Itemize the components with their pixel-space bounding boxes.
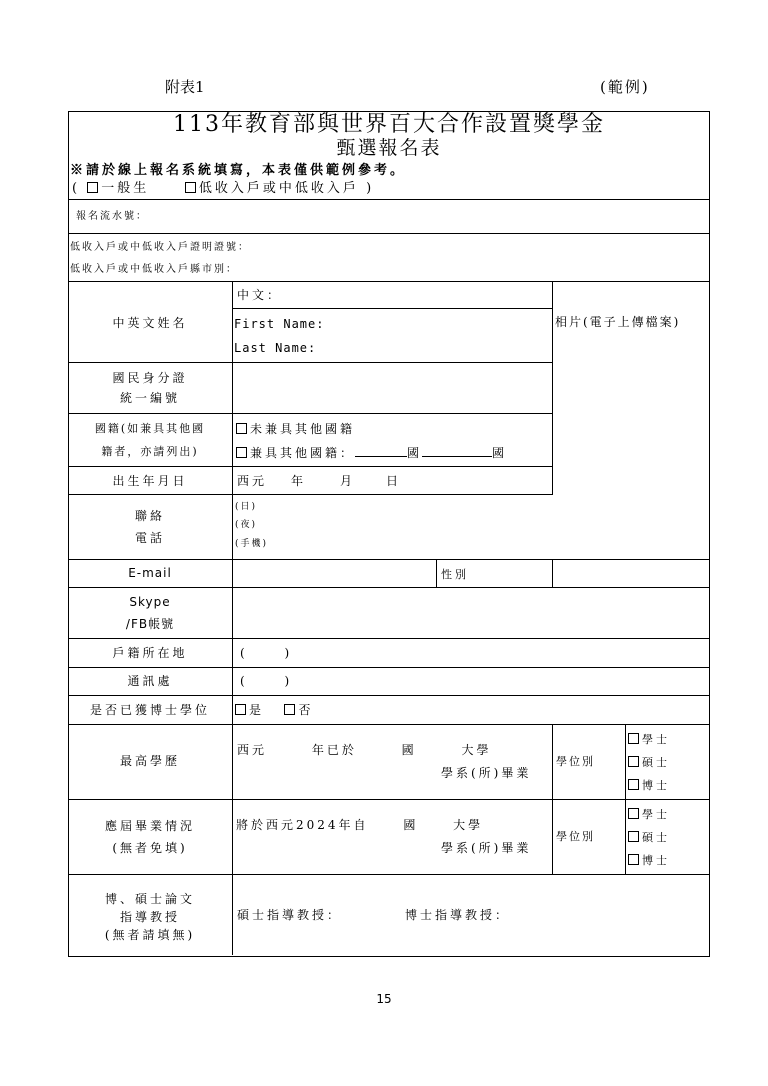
id-label-1: 國民身分證 — [112, 371, 188, 385]
household-value: ( ) — [240, 646, 293, 660]
phd-no-label: 否 — [298, 703, 314, 717]
edu-label: 最高學歷 — [119, 754, 180, 768]
grad-doctor-row — [628, 854, 670, 866]
gender-label: 性別 — [441, 568, 469, 581]
phd-options — [235, 704, 313, 716]
grad-master-checkbox[interactable] — [628, 831, 639, 842]
birth-day: 日 — [386, 474, 402, 488]
nation-single-label: 未兼具其他國籍 — [250, 422, 356, 436]
category-lowincome-checkbox[interactable] — [185, 182, 196, 193]
name-cn-label: 中文： — [237, 288, 283, 302]
grad-line2: 學系(所)畢業 — [441, 841, 532, 855]
grad-doctor-label: 博士 — [642, 854, 670, 867]
id-label-2: 統一編號 — [119, 391, 180, 405]
grad-bachelor-row — [628, 808, 670, 820]
nation-opt1-row — [236, 423, 355, 435]
first-name-label: First Name: — [234, 317, 325, 331]
serial-label: 報名流水號： — [76, 211, 148, 222]
nation-label-2: 籍者，亦請列出) — [101, 445, 199, 458]
photo-label: 相片(電子上傳檔案) — [555, 315, 681, 329]
nation-unit-1: 國 — [407, 446, 423, 460]
contact-label-2: 電話 — [134, 531, 165, 545]
edu-doctor-row — [628, 779, 670, 791]
grad-degree-label: 學位別 — [556, 830, 595, 843]
annex-label: 附表1 — [165, 78, 205, 96]
page-number: 15 — [376, 992, 392, 1006]
advisor-label-1: 博、碩士論文 — [104, 892, 195, 906]
birth-year: 年 — [291, 474, 307, 488]
edu-degree-label: 學位別 — [556, 755, 595, 768]
phone-night-label: (夜) — [235, 520, 258, 530]
category-open: ( — [72, 181, 81, 196]
grad-bachelor-label: 學士 — [642, 808, 670, 821]
category-close: ) — [366, 181, 375, 196]
skype-label-2: /FB帳號 — [125, 617, 175, 631]
nation-multi-checkbox[interactable] — [236, 447, 247, 458]
contact-label-1: 聯絡 — [134, 509, 165, 523]
nation-unit-2: 國 — [492, 446, 508, 460]
household-label: 戶籍所在地 — [112, 646, 188, 660]
nation-opt2-row — [236, 446, 507, 459]
edu-bachelor-row — [628, 733, 670, 745]
mail-label: 通訊處 — [127, 674, 173, 688]
birth-label: 出生年月日 — [112, 474, 188, 488]
sample-label: (範例) — [600, 78, 650, 96]
grad-line1: 將於西元2024年自 國 大學 — [236, 818, 484, 832]
edu-doctor-checkbox[interactable] — [628, 779, 639, 790]
edu-bachelor-label: 學士 — [642, 733, 670, 746]
form-title: 113年教育部與世界百大合作設置獎學金 — [173, 112, 605, 137]
edu-line2: 學系(所)畢業 — [441, 766, 532, 780]
birth-era: 西元 — [237, 474, 268, 488]
form-subtitle: 甄選報名表 — [336, 137, 442, 159]
phone-day-label: (日) — [235, 502, 258, 512]
grad-master-label: 碩士 — [642, 831, 670, 844]
advisor-label-2: 指導教授 — [119, 910, 180, 924]
nation-blank-2[interactable] — [422, 446, 492, 457]
advisor-master-label: 碩士指導教授： — [237, 908, 343, 922]
advisor-phd-label: 博士指導教授： — [405, 908, 511, 922]
phd-label: 是否已獲博士學位 — [89, 703, 210, 717]
grad-master-row — [628, 831, 670, 843]
phd-no-checkbox[interactable] — [284, 704, 295, 715]
notice-text: ※請於線上報名系統填寫，本表僅供範例參考。 — [70, 163, 407, 178]
grad-label-2: (無者免填) — [112, 841, 188, 855]
category-general-checkbox[interactable] — [87, 182, 98, 193]
birth-month: 月 — [340, 474, 356, 488]
nation-single-checkbox[interactable] — [236, 423, 247, 434]
grad-doctor-checkbox[interactable] — [628, 854, 639, 865]
nation-multi-label: 兼具其他國籍： — [250, 446, 356, 460]
phd-yes-label: 是 — [249, 703, 265, 717]
category-general-label: 一般生 — [101, 181, 150, 196]
edu-master-checkbox[interactable] — [628, 756, 639, 767]
edu-doctor-label: 博士 — [642, 779, 670, 792]
lowincome-cert-label: 低收入戶或中低收入戶證明證號： — [70, 242, 250, 253]
grad-bachelor-checkbox[interactable] — [628, 808, 639, 819]
edu-line1: 西元 年已於 國 大學 — [237, 743, 492, 757]
edu-bachelor-checkbox[interactable] — [628, 733, 639, 744]
mail-value: ( ) — [240, 674, 293, 688]
category-row — [72, 182, 374, 195]
category-lowincome-label: 低收入戶或中低收入戶 — [198, 181, 359, 196]
nation-blank-1[interactable] — [355, 446, 407, 457]
nation-label-1: 國籍(如兼具其他國 — [94, 422, 206, 435]
name-label: 中英文姓名 — [112, 316, 188, 330]
edu-master-label: 碩士 — [642, 756, 670, 769]
skype-label-1: Skype — [129, 595, 171, 609]
lowincome-county-label: 低收入戶或中低收入戶縣市別： — [70, 264, 238, 275]
phone-mobile-label: (手機) — [235, 539, 269, 549]
last-name-label: Last Name: — [234, 341, 317, 355]
grad-label-1: 應屆畢業情況 — [104, 819, 195, 833]
edu-master-row — [628, 756, 670, 768]
phd-yes-checkbox[interactable] — [235, 704, 246, 715]
advisor-label-3: (無者請填無) — [104, 928, 196, 942]
email-label: E-mail — [128, 566, 172, 580]
